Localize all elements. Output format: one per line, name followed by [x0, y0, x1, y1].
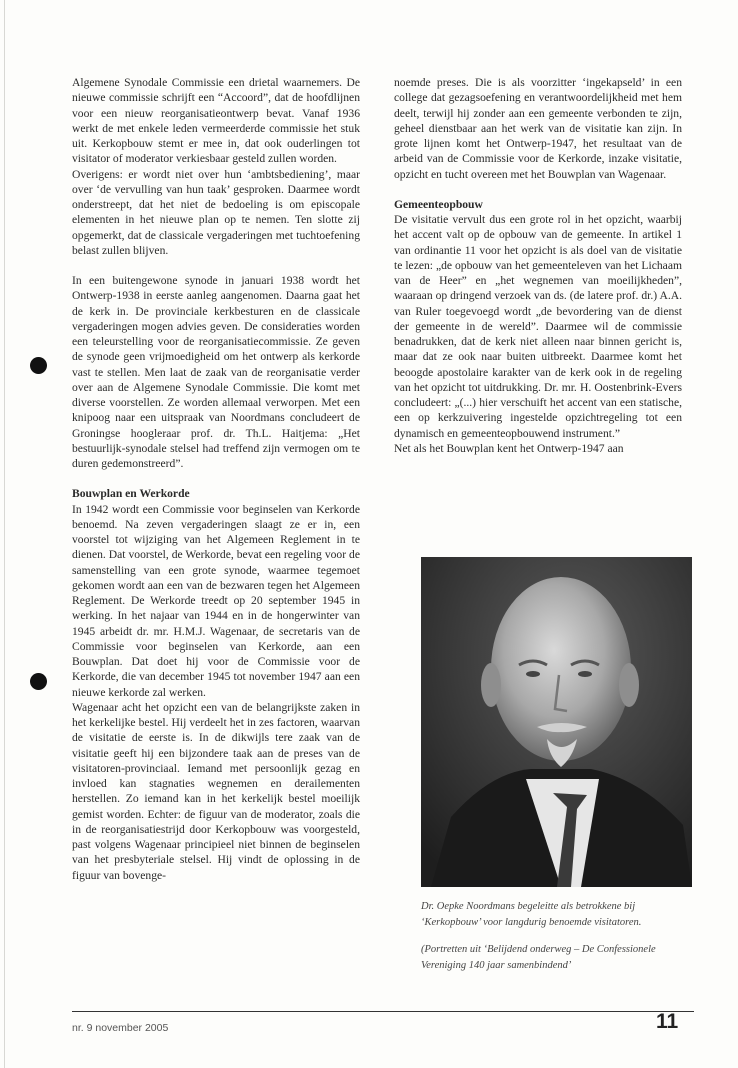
portrait-illustration — [421, 557, 692, 887]
binder-hole — [30, 357, 47, 374]
page-edge — [4, 0, 5, 1068]
right-column — [394, 75, 682, 456]
left-column — [72, 75, 360, 883]
paragraph: Net als het Bouwplan kent het Ontwerp-1947 aan — [394, 441, 624, 455]
section-heading: Bouwplan en Werkorde — [72, 487, 190, 501]
paragraph: De visitatie vervult dus een grote rol in het opzicht, waarbij het accent valt op de opbouw van de gemeente. In artikel 1 van ordinantie 11 voor het opzicht is als doel van de visitatie te lezen: „de opbouw van het gemeenteleven van het Lichaam van de Heer” en „het wegnemen van moeilijkheden”, waaraan op dringend verzoek van ds. (de latere prof. dr.) A.A. van Ruler toegevoegd wordt „de bevordering van de dienst der gemeente in de wereld”. Daarmee wil de commissie benadrukken, dat de kerk niet alleen naar binnen gericht is, maar dat ze ook naar buiten uitbreekt. Daarmee komt het beoogde apostolaire karakter van de kerk ook in de regeling van het opzicht tot uitdrukking. Dr. mr. H. Oostenbrink-Evers concludeert: „(...) hier verschuift het accent van een statische, een op kerkzuivering ingestelde opzichtregeling tot een dynamisch en gemeenteopbouwend instrument.” — [394, 213, 682, 440]
binder-hole — [30, 673, 47, 690]
paragraph: noemde preses. Die is als voorzitter ‘ingekapseld’ in een college dat gezagsoefening en verantwoordelijkheid met hem deelt, terwijl hij zonder aan een gemeente verbonden te zijn, geheel dienstbaar aan het werk van de visitatie kan zijn. In grote lijnen komt het Ontwerp-1947, het resultaat van de arbeid van de Commissie voor de Kerkorde, inzake visitatie, opzicht en tucht overeen met het Bouwplan van Wagenaar. — [394, 76, 682, 181]
caption-source: (Portretten uit ‘Belijdend onderweg – De Confessionele Vereniging 140 jaar samenbindend’ — [421, 944, 656, 971]
photo-caption — [421, 899, 692, 973]
page-number: 11 — [656, 1010, 679, 1033]
portrait-photo — [421, 557, 692, 887]
footer-rule — [72, 1011, 694, 1012]
paragraph: In 1942 wordt een Commissie voor beginselen van Kerkorde benoemd. Na zeven vergaderingen slaagt ze er in, een voorstel tot wijziging van het Algemeen Reglement in te dienen. Dat voorstel, de Werkorde, bevat een regeling voor de samenstelling van een grote synode, waarmee tegemoet gekomen wordt aan een van de bezwaren tegen het Algemeen Reglement. De Werkorde treedt op 20 september 1945 in werking. In het najaar van 1944 en in de hongerwinter van 1945 arbeidt dr. mr. H.M.J. Wagenaar, de secretaris van de Commissie voor beginselen van Kerkorde, aan een Bouwplan. Dat doet hij voor de Commissie voor de Kerkorde, die van december 1945 tot november 1947 aan een nieuwe kerkorde zal werken. — [72, 502, 360, 699]
paragraph: Algemene Synodale Commissie een drietal waarnemers. De nieuwe commissie schrijft een “Accoord”, dat de hoofdlijnen voor een nieuw reorganisatieontwerp bevat. Vanaf 1936 werkt de met enkele leden vermeerderde commissie het stuk uit. Kerkopbouw stemt er mee in, dat ook ouderlingen tot visitator of moderator verkiesbaar gesteld zullen worden. — [72, 76, 360, 166]
paragraph: Wagenaar acht het opzicht een van de belangrijkste zaken in het kerkelijke bestel. Hij verdeelt het in zes factoren, waarvan de visitatie de eerste is. In de dikwijls tere zaak van de visitatie geeft hij een bijzondere taak aan de preses van de visitatoren-provinciaal. Iemand met persoonlijk gezag en invloed kan stagnaties wegnemen en derailementen herstellen. Zo iemand kan in het kerkelijk bestel moeilijk gemist worden. Echter: de figuur van de moderator, zoals die in de reorganisatiestrijd door Kerkopbouw was voorgesteld, past volgens Wagenaar principieel niet binnen de beginselen van het presbyteriale stelsel. Hij vindt de oplossing in de figuur van bovenge- — [72, 700, 360, 882]
section-heading: Gemeenteopbouw — [394, 197, 483, 211]
paragraph: Overigens: er wordt niet over hun ‘ambtsbediening’, maar over ‘de vervulling van hun taak’ gesproken. Daarmee wordt onderstreept, dat het niet de bedoeling is om episcopale elementen in het nieuwe plan op te nemen. Ten slotte zij opgemerkt, dat de classicale vergaderingen met tuchtoefening belast zullen blijven. — [72, 167, 360, 257]
issue-label: nr. 9 november 2005 — [72, 1022, 169, 1034]
caption-text: Dr. Oepke Noordmans begeleitte als betrokkene bij ‘Kerkopbouw’ voor langdurig benoemde visitatoren. — [421, 901, 642, 928]
paragraph: In een buitengewone synode in januari 1938 wordt het Ontwerp-1938 in eerste aanleg aangenomen. Daarna gaat het de kerk in. De provinciale kerkbesturen en de classicale vergaderingen mogen advies geven. De consideraties worden een teleurstelling voor de reorganisatiecommissie. Ze geven de synode geen vrijmoedigheid om het ontwerp als kerkorde vast te stellen. Men laat de zaak van de reorganisatie verder over aan de Algemene Synodale Commissie. Die komt met diverse voorstellen. Ze worden allemaal verworpen. Met een knipoog naar een uitspraak van Noordmans concludeert de Groningse hoogleraar prof. dr. Th.L. Haitjema: „Het bestuurlijk-synodale stelsel had treffend zijn vermogen om te duren gedemonstreerd”. — [72, 274, 360, 470]
